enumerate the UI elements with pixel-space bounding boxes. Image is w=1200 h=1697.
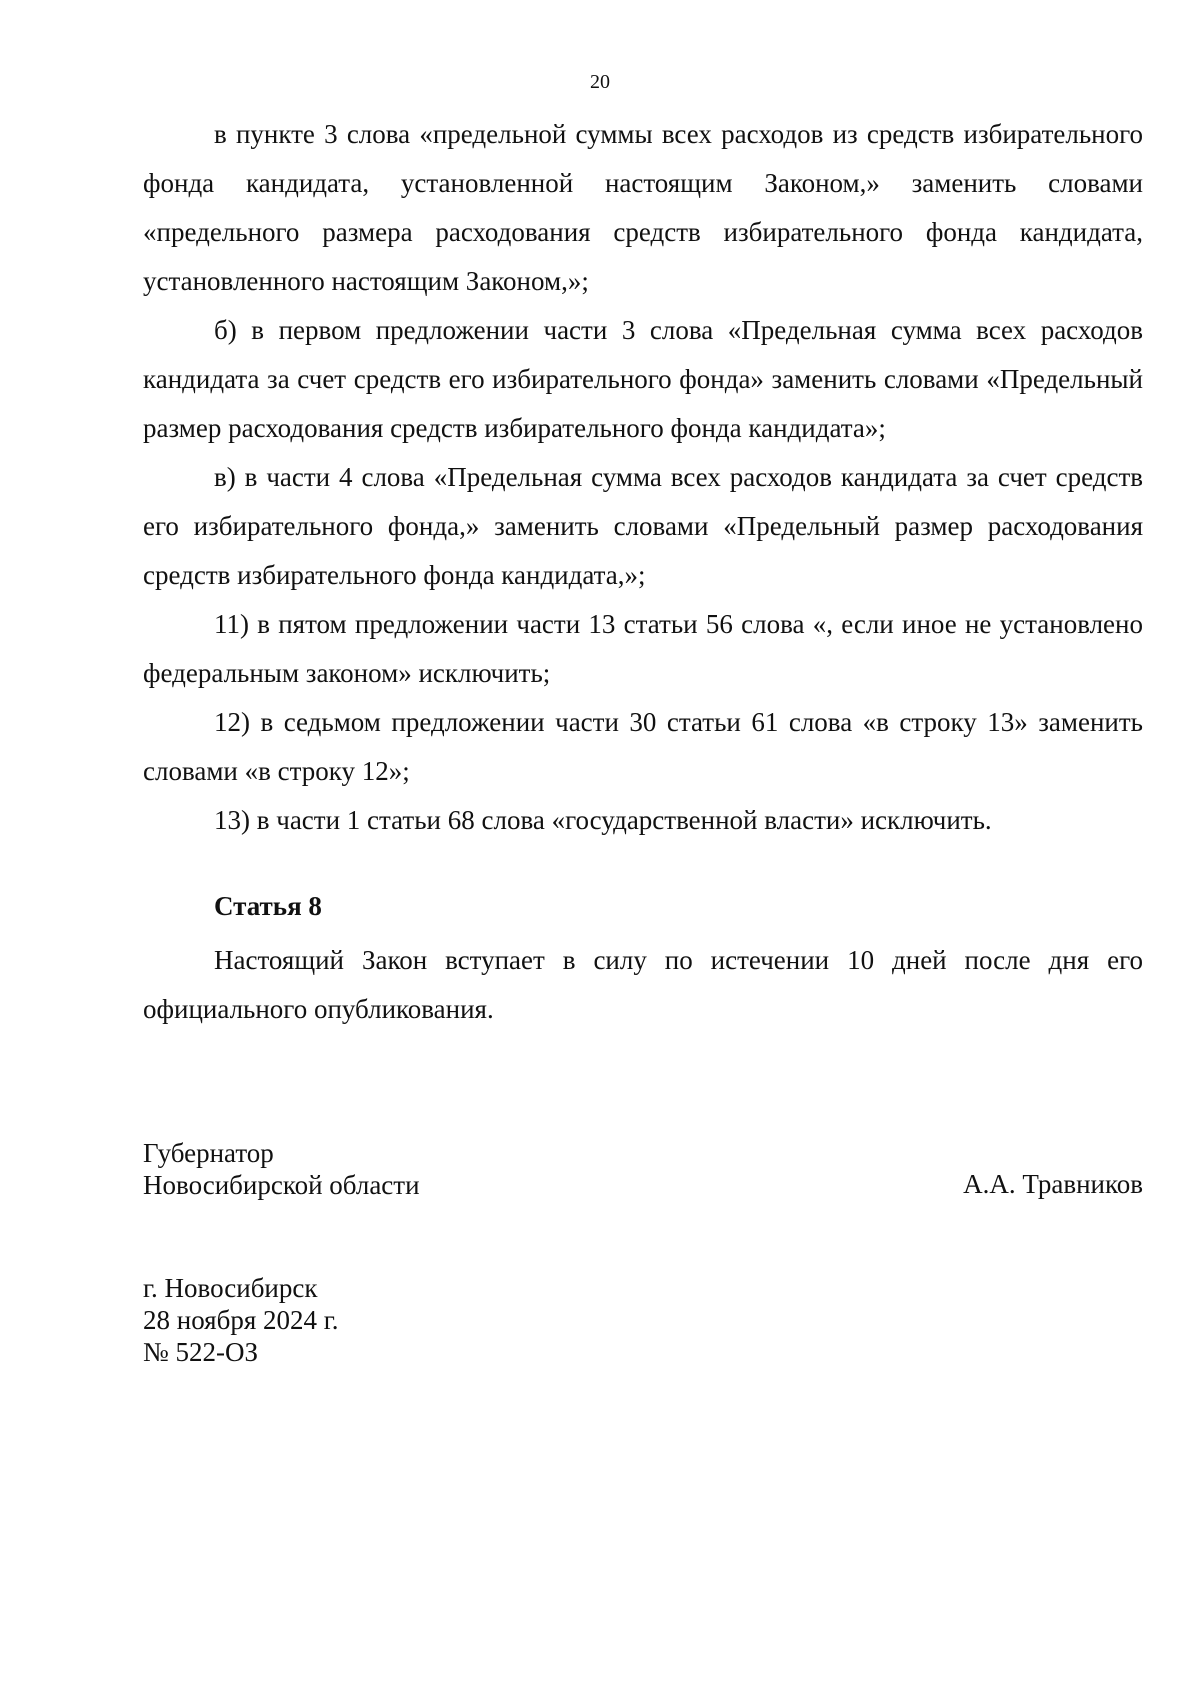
- signatory-title-line1: Губернатор: [143, 1138, 274, 1168]
- place-date-number: [143, 1272, 339, 1368]
- paragraph-item-13: 13) в части 1 статьи 68 слова «государственной власти» исключить.: [214, 805, 992, 835]
- article-body: [143, 936, 1143, 1034]
- paragraph-item-11: 11) в пятом предложении части 13 статьи 56 слова «, если иное не установлено федеральным законом» исключить;: [143, 609, 1143, 688]
- amendments-list: [143, 110, 1143, 845]
- date: 28 ноября 2024 г.: [143, 1305, 339, 1335]
- paragraph-item-3: в пункте 3 слова «предельной суммы всех расходов из средств избирательного фонда кандидата, установленной настоящим Законом,» заменить словами «предельного размера расходования средств избирательного фонда кандидата, установленного настоящим Законом,»;: [143, 119, 1143, 296]
- page-number: 20: [590, 71, 610, 93]
- paragraph-item-12: 12) в седьмом предложении части 30 статьи 61 слова «в строку 13» заменить словами «в строку 12»;: [143, 707, 1143, 786]
- article-text: Настоящий Закон вступает в силу по истечении 10 дней после дня его официального опубликования.: [143, 945, 1143, 1024]
- law-number: № 522-ОЗ: [143, 1337, 259, 1367]
- article-heading: Статья 8: [214, 891, 322, 921]
- signatory-title: [143, 1137, 420, 1201]
- paragraph-item-v: в) в части 4 слова «Предельная сумма всех расходов кандидата за счет средств его избирательного фонда,» заменить словами «Предельный размер расходования средств избирательного фонда кандидата,»;: [143, 462, 1143, 590]
- paragraph-item-b: б) в первом предложении части 3 слова «Предельная сумма всех расходов кандидата за счет средств его избирательного фонда» заменить словами «Предельный размер расходования средств избирательного фонда кандидата»;: [143, 315, 1143, 443]
- city: г. Новосибирск: [143, 1273, 318, 1303]
- signatory-name: А.А. Травников: [963, 1169, 1143, 1199]
- signatory-title-line2: Новосибирской области: [143, 1170, 420, 1200]
